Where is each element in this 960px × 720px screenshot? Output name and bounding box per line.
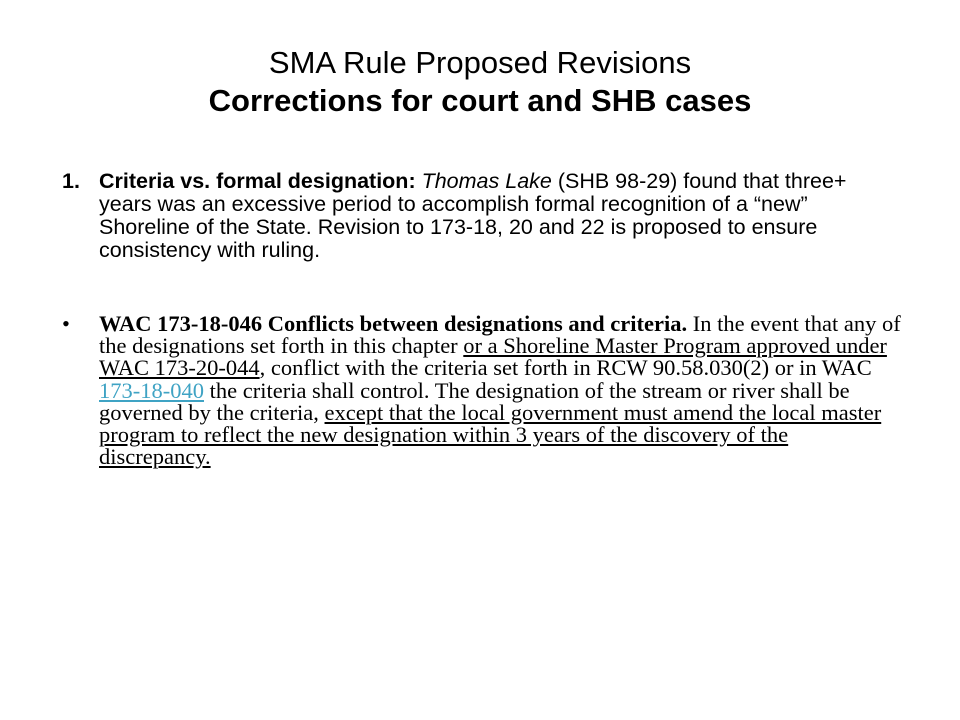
- regulation-heading: WAC 173-18-046 Conflicts between designations and criteria.: [99, 311, 688, 336]
- bullet-list-item: [62, 313, 902, 468]
- regulation-text: [99, 313, 902, 468]
- regulation-text-1: In the event that any of the designations set forth in this chapter: [99, 311, 901, 359]
- numbered-list-item: [62, 170, 882, 262]
- title-main: SMA Rule Proposed Revisions: [268, 45, 692, 80]
- wac-link[interactable]: 173-18-040: [99, 377, 204, 403]
- title-subtitle: Corrections for court and SHB cases: [208, 83, 752, 118]
- regulation-underline-1: or a Shoreline Master Program approved under WAC 173-20-044: [99, 333, 887, 381]
- regulation-text-3: the criteria shall control. The designation of the stream or river shall be governed by the criteria,: [99, 377, 850, 425]
- bullet-icon: •: [62, 311, 70, 336]
- slide-title: [0, 44, 960, 120]
- item-lead: Criteria vs. formal designation:: [99, 169, 416, 193]
- item-body: [99, 170, 882, 262]
- regulation-underline-2: except that the local government must amend the local master program to reflect the new designation within 3 years of the discovery of the discrepancy.: [99, 399, 882, 470]
- item-number: 1.: [62, 169, 80, 193]
- case-name: Thomas Lake: [421, 169, 552, 193]
- regulation-text-2: , conflict with the criteria set forth in RCW 90.58.030(2) or in WAC: [259, 355, 872, 381]
- item-text: (SHB 98-29) found that three+ years was an excessive period to accomplish formal recognition of a “new” Shoreline of the State. Revision to 173-18, 20 and 22 is proposed to ensure consistency with ruling.: [99, 169, 847, 262]
